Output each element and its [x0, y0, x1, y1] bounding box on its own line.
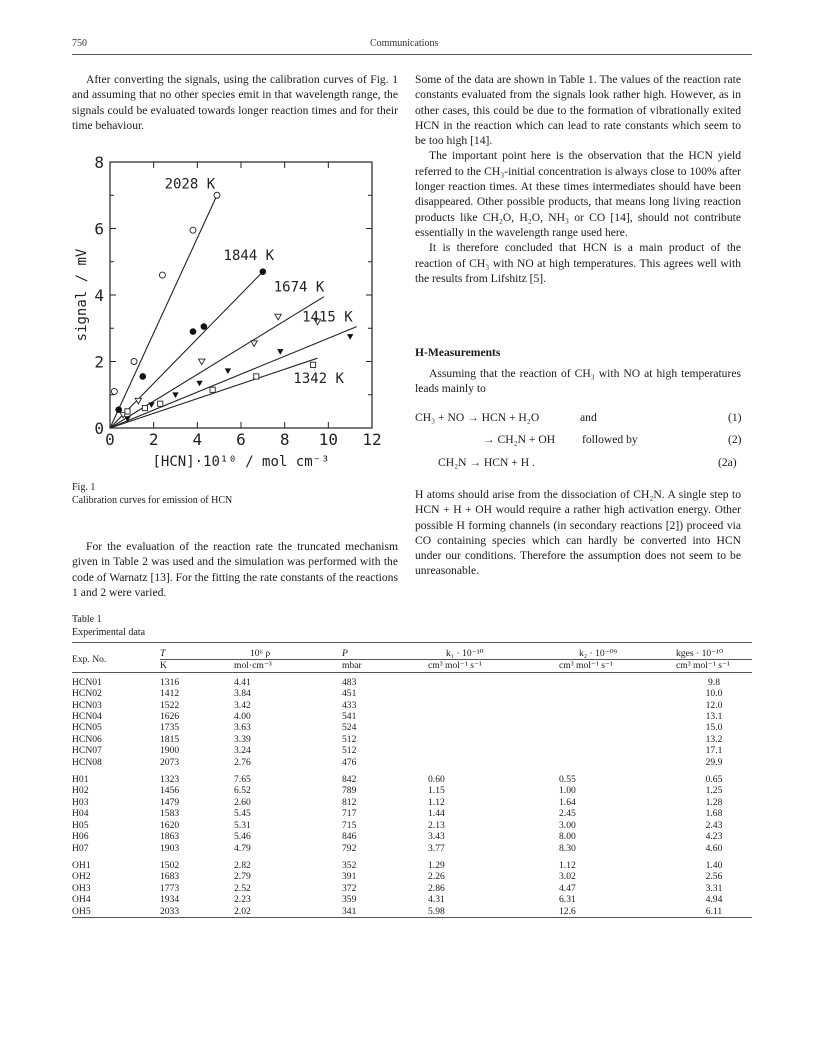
table-cell: 7.65 [234, 774, 251, 786]
table-cell: 1934 [160, 894, 180, 906]
header-k2: k₂ · 10⁻⁰⁹ [579, 648, 617, 659]
x-tick-label: 2 [148, 430, 159, 449]
series-label: 1674 K [273, 279, 325, 296]
table-caption-text: Experimental data [72, 626, 146, 638]
data-point [225, 368, 231, 374]
table-cell: 17.1 [705, 745, 723, 757]
unit-kges: cm³ mol⁻¹ s⁻¹ [676, 660, 752, 672]
table-cell: 13.2 [705, 733, 723, 745]
equation-1-number: (1) [728, 411, 742, 424]
table-cell: 6.52 [234, 785, 251, 797]
table-cell: 3.63 [234, 722, 251, 734]
table-cell: 5.31 [234, 819, 251, 831]
x-tick-label: 6 [236, 430, 246, 449]
left-paragraph-1 [72, 72, 398, 133]
table-cell: 2.82 [234, 859, 251, 871]
paragraph-text: It is therefore concluded that HCN is a main product of the reaction of CH₃ with NO at high temperatures. This agrees well with the results from Lifshitz [5]. [415, 241, 741, 285]
table-row [72, 688, 752, 699]
equation-1-note: and [580, 411, 597, 424]
table-row [72, 700, 752, 711]
y-tick-label: 2 [94, 352, 104, 372]
table-cell: 1.12 [559, 859, 576, 871]
table-cell: 842 [342, 774, 357, 786]
header-T: T [160, 648, 166, 659]
table-cell: 8.00 [559, 831, 576, 843]
table-cell: H01 [72, 774, 89, 786]
series-label: 2028 K [164, 176, 216, 193]
series-label: 1415 K [302, 309, 353, 326]
table-cell: 1479 [160, 796, 180, 808]
table-cell: 512 [342, 745, 357, 757]
table-cell [428, 672, 559, 688]
table-cell: 2033 [160, 905, 180, 917]
table-cell [428, 745, 559, 756]
y-axis-label: signal / mV [74, 248, 90, 342]
table-cell [559, 688, 676, 699]
unit-k1: cm³ mol⁻¹ s⁻¹ [428, 660, 559, 672]
equation-2-number: (2) [728, 433, 742, 446]
table-cell: 8.30 [559, 842, 576, 854]
table-cell: 1903 [160, 842, 180, 854]
table-cell: 2.60 [234, 796, 251, 808]
table-cell: 2073 [160, 756, 180, 768]
table-cell: 2.13 [428, 819, 445, 831]
table-cell: 9.8 [708, 676, 720, 688]
table-cell: 1412 [160, 688, 180, 700]
table-row [72, 843, 752, 854]
data-point [142, 405, 147, 410]
x-tick-label: 4 [192, 430, 203, 449]
page-number: 750 [72, 38, 87, 49]
table-cell [559, 745, 676, 756]
data-point [125, 409, 130, 414]
table-cell: 12.6 [559, 905, 576, 917]
table-cell: 1735 [160, 722, 180, 734]
table-cell: 359 [342, 894, 357, 906]
table-cell: 5.45 [234, 808, 251, 820]
data-point [139, 373, 146, 380]
table-cell: 3.39 [234, 733, 251, 745]
table-cell: 6.31 [559, 894, 576, 906]
table-cell: 4.79 [234, 842, 251, 854]
table-caption [72, 614, 145, 639]
table-cell [428, 688, 559, 699]
table-cell: 3.42 [234, 699, 251, 711]
data-point [158, 401, 163, 406]
figure-caption [72, 482, 392, 507]
equation-1: CH₃ + NO → HCN + H₂O [415, 411, 540, 424]
table-cell [428, 757, 559, 768]
table-cell [559, 700, 676, 711]
table-cell: 391 [342, 871, 357, 883]
unit-k2: cm³ mol⁻¹ s⁻¹ [559, 660, 676, 672]
table-row [72, 785, 752, 796]
table-row [72, 808, 752, 819]
table-cell: 1900 [160, 745, 180, 757]
table-cell: 372 [342, 882, 357, 894]
table-cell: 2.79 [234, 871, 251, 883]
data-point [111, 388, 117, 394]
table-cell: 3.77 [428, 842, 445, 854]
data-point [347, 334, 353, 340]
table-row [72, 757, 752, 768]
table-cell: 1502 [160, 859, 180, 871]
x-tick-label: 8 [279, 430, 290, 449]
table-cell: 812 [342, 796, 357, 808]
table-cell [428, 722, 559, 733]
x-tick-label: 12 [362, 430, 382, 449]
table-cell: 1.25 [705, 785, 723, 797]
unit-P: mbar [342, 660, 428, 672]
table-row [72, 722, 752, 733]
y-tick-label: 6 [94, 219, 104, 239]
y-tick-label: 0 [94, 419, 104, 438]
table-cell: 2.43 [705, 819, 723, 831]
header-P: P [342, 648, 348, 659]
unit-rho: mol·cm⁻³ [234, 660, 342, 672]
right-paragraph-4 [415, 366, 741, 397]
x-tick-label: 0 [105, 430, 115, 449]
equation-2-note: followed by [582, 433, 638, 446]
table-cell: 3.00 [559, 819, 576, 831]
table-cell: 1.28 [705, 796, 723, 808]
data-point [277, 349, 283, 355]
table-cell: HCN04 [72, 711, 102, 723]
table-cell: OH3 [72, 882, 91, 894]
table-cell: OH5 [72, 905, 91, 917]
table-cell: 0.55 [559, 774, 576, 786]
table-cell [559, 711, 676, 722]
data-point [196, 381, 202, 387]
table-cell: 846 [342, 831, 357, 843]
table-cell: 10.0 [705, 688, 723, 700]
table-row [72, 820, 752, 831]
table-row [72, 745, 752, 756]
table-cell: HCN02 [72, 688, 102, 700]
table-cell: 2.76 [234, 756, 251, 768]
table-cell: 3.24 [234, 745, 251, 757]
left-paragraph-2 [72, 539, 398, 600]
table-cell [559, 722, 676, 733]
table-cell [559, 672, 676, 688]
table-cell: H02 [72, 785, 89, 797]
table-cell: 4.23 [705, 831, 723, 843]
table-cell: HCN05 [72, 722, 102, 734]
table-cell: 3.02 [559, 871, 576, 883]
table-cell: 1626 [160, 711, 180, 723]
table-cell: 12.0 [705, 699, 723, 711]
table-cell: 483 [342, 676, 357, 688]
table-cell: 2.02 [234, 905, 251, 917]
table-cell: H03 [72, 796, 89, 808]
table-cell: 15.0 [705, 722, 723, 734]
header-k1: k₁ · 10⁻¹⁰ [446, 648, 484, 659]
series-line [110, 272, 263, 428]
table-cell: 1.15 [428, 785, 445, 797]
table-cell: 433 [342, 699, 357, 711]
table-cell: 5.46 [234, 831, 251, 843]
paragraph-text: H atoms should arise from the dissociation of CH₂N. A single step to HCN + H + OH would require a rather high activation energy. Other possible H forming channels (in secondary reactions [2]) proceed via CO containing species which can hardly be converted into HCN under our conditions. Therefore the assumption does not seem to be unreasonable. [415, 488, 741, 578]
table-cell: 1.00 [559, 785, 576, 797]
table-row [72, 871, 752, 882]
table-cell: 1316 [160, 676, 180, 688]
section-heading: H-Measurements [415, 346, 501, 359]
table-cell: 4.41 [234, 676, 251, 688]
table-cell: 476 [342, 756, 357, 768]
table-cell: 717 [342, 808, 357, 820]
table-cell: OH2 [72, 871, 91, 883]
table-label: Table 1 [72, 614, 102, 625]
table-row [72, 854, 752, 871]
table-row [72, 711, 752, 722]
table-row [72, 797, 752, 808]
table-cell: 1683 [160, 871, 180, 883]
table-cell: 4.00 [234, 711, 251, 723]
table-cell: 2.45 [559, 808, 576, 820]
running-title: Communications [370, 38, 439, 49]
calibration-chart [72, 148, 412, 478]
table-cell: 4.94 [705, 894, 723, 906]
y-tick-label: 8 [94, 153, 104, 172]
data-point [214, 192, 220, 198]
table-row [72, 768, 752, 785]
figure-caption-text: Calibration curves for emission of HCN [72, 494, 233, 506]
equation-3-number: (2a) [718, 456, 737, 469]
table-cell: H07 [72, 842, 89, 854]
table-cell: 1522 [160, 699, 180, 711]
table-row [72, 906, 752, 918]
x-tick-label: 10 [318, 430, 338, 449]
table-cell: 5.98 [428, 905, 445, 917]
table-cell: 1815 [160, 733, 180, 745]
data-point [159, 272, 165, 278]
series-label: 1342 K [293, 371, 344, 388]
paragraph-text: After converting the signals, using the calibration curves of Fig. 1 and assuming that no other species emit in that wavelength range, the signals could be evaluated towards longer reaction times and for their time behaviour. [72, 73, 398, 132]
series-label: 1844 K [223, 248, 275, 265]
table-cell [559, 757, 676, 768]
table-cell: 541 [342, 711, 357, 723]
figure-label: Fig. 1 [72, 482, 96, 493]
table-cell: 1323 [160, 774, 180, 786]
data-point [148, 402, 154, 408]
table-cell: 13.1 [705, 711, 723, 723]
table-cell: 2.23 [234, 894, 251, 906]
table-body [72, 672, 752, 917]
header-exp-no: Exp. No. [72, 654, 107, 666]
table-cell: 2.26 [428, 871, 445, 883]
data-point [254, 374, 259, 379]
table-cell: 3.31 [705, 882, 723, 894]
table-cell: 3.84 [234, 688, 251, 700]
table-cell: H06 [72, 831, 89, 843]
table-cell: 1.64 [559, 796, 576, 808]
table-cell: H05 [72, 819, 89, 831]
table-row [72, 672, 752, 688]
table-row [72, 894, 752, 905]
table-cell: 1620 [160, 819, 180, 831]
series-line [110, 195, 217, 428]
table-cell: 0.60 [428, 774, 445, 786]
table-cell: HCN06 [72, 733, 102, 745]
table-row [72, 831, 752, 842]
data-point [199, 359, 205, 365]
table-cell: 1456 [160, 785, 180, 797]
table-cell: 2.56 [705, 871, 723, 883]
table-cell: 341 [342, 905, 357, 917]
table-cell: 789 [342, 785, 357, 797]
y-tick-label: 4 [94, 286, 104, 305]
table-cell: 3.43 [428, 831, 445, 843]
table-cell: 792 [342, 842, 357, 854]
data-point [275, 314, 281, 320]
paragraph-text: The important point here is the observation that the HCN yield referred to the CH₃-initial concentration is always close to 100% after longer reaction times. At these times intermediates should have been disappeared. Other possible products, that means long living reaction products like CH₂O, H₂O, NH₃ or CO [14], should not contribute essentially in the wavelength range used here. [415, 149, 741, 239]
table-cell: 2.52 [234, 882, 251, 894]
table-cell: HCN08 [72, 756, 102, 768]
table-cell: 1773 [160, 882, 180, 894]
table-cell: 1863 [160, 831, 180, 843]
paragraph-text: Assuming that the reaction of CH₃ with NO at high temperatures leads mainly to [415, 367, 741, 396]
table-cell: 4.47 [559, 882, 576, 894]
table-cell: 1.68 [705, 808, 723, 820]
right-paragraph-5 [415, 487, 741, 579]
table-cell: 352 [342, 859, 357, 871]
table-cell: 29.9 [705, 756, 723, 768]
data-point [310, 362, 315, 367]
data-point [172, 392, 178, 398]
equation-2: → CH₂N + OH [483, 433, 556, 446]
header-rule [72, 54, 752, 55]
table-cell: 1583 [160, 808, 180, 820]
table-cell: 1.12 [428, 796, 445, 808]
table-cell: 1.29 [428, 859, 445, 871]
table-cell: 6.11 [705, 905, 723, 917]
table-cell: 2.86 [428, 882, 445, 894]
table-cell: 524 [342, 722, 357, 734]
paragraph-text: For the evaluation of the reaction rate the truncated mechanism given in Table 2 was used and the simulation was performed with the code of Warnatz [13]. For the fitting the rate constants of the reactions 1 and 2 were varied. [72, 540, 398, 599]
data-table [72, 648, 752, 918]
table-cell: 1.40 [705, 859, 723, 871]
x-axis-label: [HCN]·10¹⁰ / mol cm⁻³ [152, 454, 330, 470]
header-rho: 10⁶ ρ [250, 648, 271, 659]
unit-T: K [160, 660, 234, 672]
table-cell: OH1 [72, 859, 91, 871]
table-cell: 4.60 [705, 842, 723, 854]
table-row [72, 883, 752, 894]
table-cell: HCN03 [72, 699, 102, 711]
table-cell: HCN07 [72, 745, 102, 757]
table-cell [559, 734, 676, 745]
table-cell: 1.44 [428, 808, 445, 820]
data-point [190, 328, 197, 335]
data-point [260, 268, 267, 275]
table-cell [428, 711, 559, 722]
data-point [131, 359, 137, 365]
data-point [251, 341, 257, 347]
data-point [201, 323, 208, 330]
table-cell: 4.31 [428, 894, 445, 906]
header-kges: kges · 10⁻¹⁰ [676, 648, 723, 659]
table-cell: 451 [342, 688, 357, 700]
table-cell: 715 [342, 819, 357, 831]
data-point [210, 387, 215, 392]
table-cell: OH4 [72, 894, 91, 906]
series-line [110, 358, 317, 428]
table-cell: 0.65 [705, 774, 723, 786]
table-cell: H04 [72, 808, 89, 820]
table-cell [428, 700, 559, 711]
table-cell [428, 734, 559, 745]
right-column [415, 72, 741, 286]
paragraph-text: Some of the data are shown in Table 1. The values of the reaction rate constants evaluated from the signals look rather high. However, as in other cases, this could be due to the formation of vibrationally exited HCN in the reaction which can lead to rate constants which seem to be too high [14]. [415, 73, 741, 148]
table-row [72, 734, 752, 745]
table-cell: HCN01 [72, 676, 102, 688]
table-top-rule [72, 642, 752, 643]
equation-3: CH₂N → HCN + H . [438, 456, 535, 469]
table-cell: 512 [342, 733, 357, 745]
data-point [190, 227, 196, 233]
